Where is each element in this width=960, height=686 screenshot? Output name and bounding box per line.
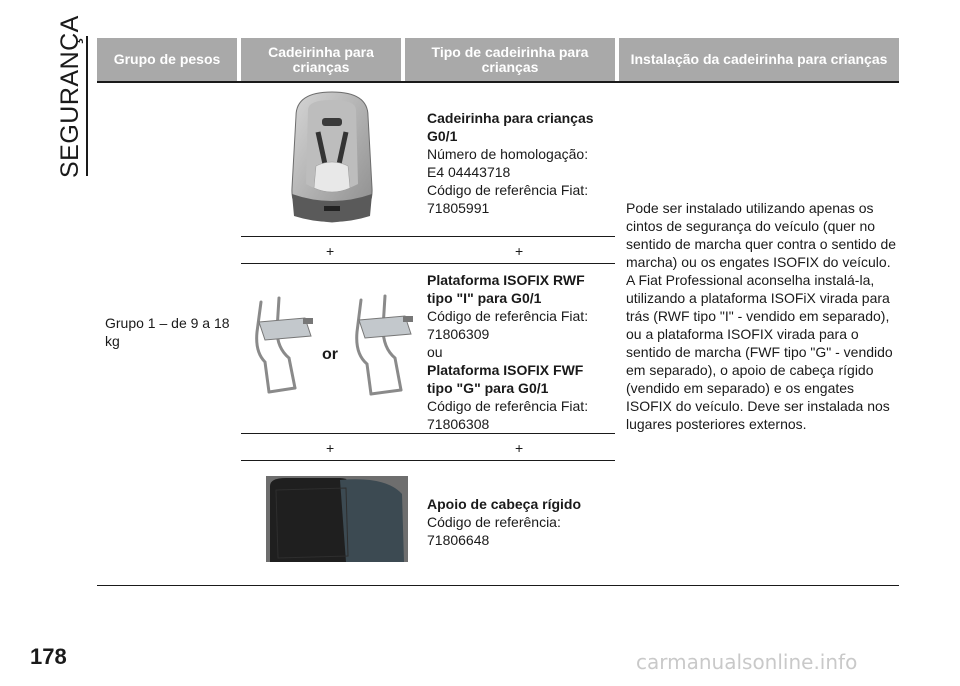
row-separator (241, 460, 615, 461)
row-separator (241, 433, 615, 434)
isofix-rwf-line: Código de referência Fiat: (427, 308, 589, 324)
header-child-seat: Cadeirinha para crianças (241, 38, 401, 81)
headrest-image (266, 476, 408, 562)
row-separator (241, 263, 615, 264)
isofix-fwf-line: Código de referência Fiat: (427, 398, 589, 414)
plus-sign: + (515, 243, 524, 259)
plus-sign: + (326, 440, 335, 456)
child-seat-line: E4 04443718 (427, 164, 511, 180)
header-rule (97, 81, 899, 83)
child-seat-name: Cadeirinha para crianças G0/1 (427, 110, 594, 144)
page-number: 178 (30, 644, 67, 669)
headrest-name: Apoio de cabeça rígido (427, 496, 582, 512)
headrest-line: 71806648 (427, 532, 490, 548)
header-seat-type: Tipo de cadeirinha para crianças (405, 38, 615, 81)
isofix-rwf-line: 71806309 (427, 326, 490, 342)
child-seat-line: Número de homologação: (427, 146, 589, 162)
watermark: carmanualsonline.info (636, 650, 858, 674)
isofix-fwf-line: 71806308 (427, 416, 490, 432)
isofix-rwf-name: Plataforma ISOFIX RWF tipo "I" para G0/1 (427, 272, 585, 306)
child-seat-line: 71805991 (427, 200, 490, 216)
plus-sign: + (326, 243, 335, 259)
header-weight-group: Grupo de pesos (97, 38, 237, 81)
headrest-line: Código de referência: (427, 514, 561, 530)
table-bottom-rule (97, 585, 899, 586)
plus-sign: + (515, 440, 524, 456)
section-title: SEGURANÇA (56, 15, 84, 178)
child-seat-line: Código de referência Fiat: (427, 182, 589, 198)
installation-text: Pode ser instalado utilizando apenas os cintos de segurança do veículo (quer no sentido de marcha quer contra o sentido de marcha) ou os engates ISOFIX do veículo. A Fiat Professional aconselha instalá-la, utilizando a plataforma ISOFiX virada para trás (RWF tipo "I" - vendido em separado), ou a plataforma ISOFIX virada para o sentido de marcha (FWF tipo "G" - vendido em separado), o apoio de cabeça rígido (vendido em separado) e os engates ISOFIX do veículo. Deve ser instalada nos lugares posteriores externos. (626, 200, 897, 432)
isofix-ou: ou (427, 344, 443, 360)
weight-group-label: Grupo 1 – de 9 a 18 kg (105, 315, 230, 349)
header-installation: Instalação da cadeirinha para crianças (619, 38, 899, 81)
child-seat-image (282, 88, 382, 226)
section-title-rule (86, 36, 88, 176)
row-separator (241, 236, 615, 237)
or-label: or (322, 346, 338, 363)
isofix-fwf-name: Plataforma ISOFIX FWF tipo "G" para G0/1 (427, 362, 584, 396)
